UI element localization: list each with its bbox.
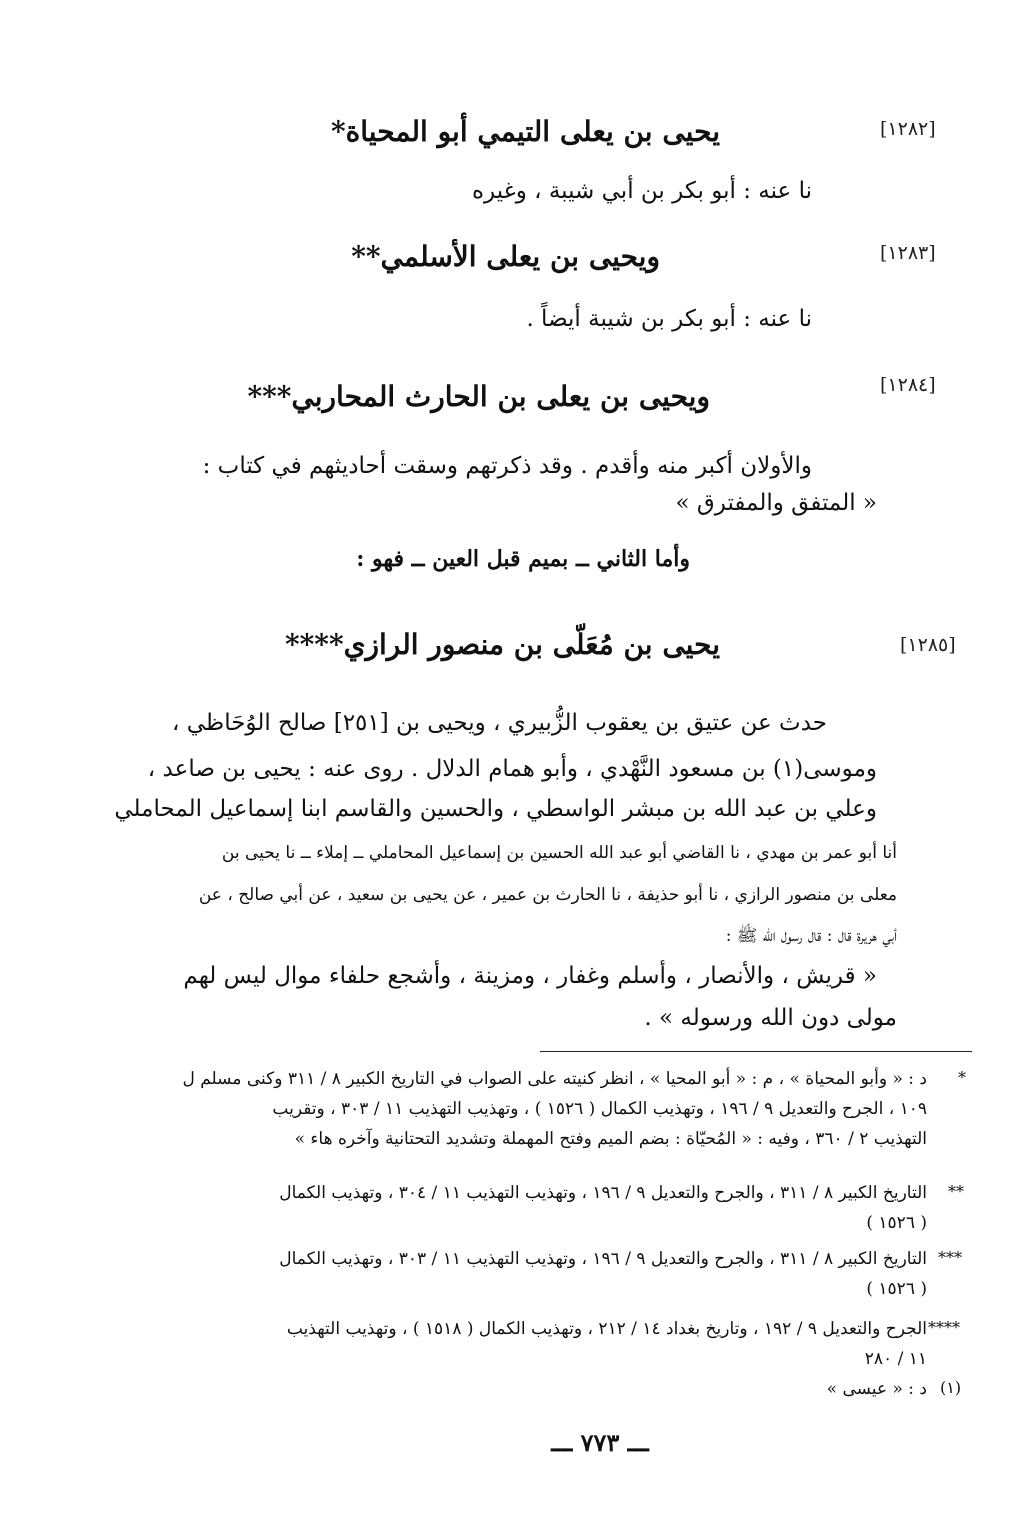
entry-number: [١٢٨٤] bbox=[880, 374, 936, 396]
entry-text: حدث عن عتيق بن يعقوب الزُّبيري ، ويحيى بن [٢٥١] صالح الوُحَاظي ، bbox=[172, 710, 827, 736]
entry-text: والأولان أكبر منه وأقدم . وقد ذكرتهم وسقت أحاديثهم في كتاب : bbox=[202, 453, 812, 479]
footnote-line: ١٠٩ ، الجرح والتعديل ٩ / ١٩٦ ، وتهذيب الكمال ( ١٥٢٦ ) ، وتهذيب التهذيب ١١ / ٣٠٣ ، وتقريب bbox=[272, 1099, 927, 1119]
entry-title: يحيى بن يعلى التيمي أبو المحياة* bbox=[330, 115, 720, 148]
footnote-divider bbox=[540, 1051, 972, 1052]
entry-title: يحيى بن مُعَلّى بن منصور الرازي**** bbox=[285, 628, 720, 661]
entry-text: وموسى(١) بن مسعود النَّهْدي ، وأبو همام الدلال . روى عنه : يحيى بن صاعد ، bbox=[147, 756, 877, 782]
page-number: ـــ ٧٧٣ ـــ bbox=[551, 1428, 649, 1457]
isnad-line: أنا أبو عمر بن مهدي ، نا القاضي أبو عبد الله الحسين بن إسماعيل المحاملي ــ إملاء ــ نا يحيى بن bbox=[221, 843, 897, 863]
footnote-line: ( ١٥٢٦ ) bbox=[866, 1213, 927, 1233]
footnote-line: التاريخ الكبير ٨ / ٣١١ ، والجرح والتعديل ٩ / ١٩٦ ، وتهذيب التهذيب ١١ / ٣٠٤ ، وتهذيب الكمال bbox=[279, 1183, 927, 1203]
entry-text: وعلي بن عبد الله بن مبشر الواسطي ، والحسين والقاسم ابنا إسماعيل المحاملي bbox=[114, 796, 877, 822]
entry-title: ويحيى بن يعلى بن الحارث المحاربي*** bbox=[247, 380, 710, 413]
hadith-text: مولى دون الله ورسوله » . bbox=[644, 1005, 897, 1031]
transition-line: وأما الثاني ــ بميم قبل العين ــ فهو : bbox=[356, 546, 690, 572]
footnote-mark: (١) bbox=[940, 1378, 962, 1397]
entry-number: [١٢٨٢] bbox=[880, 118, 936, 140]
hadith-text: « قريش ، والأنصار ، وأسلم وغفار ، ومزينة ، وأشجع حلفاء موال ليس لهم bbox=[183, 963, 877, 989]
footnote-mark: * bbox=[958, 1068, 966, 1087]
footnote-line: التهذيب ٢ / ٣٦٠ ، وفيه : « المُحيّاة : بضم الميم وفتح المهملة وتشديد التحتانية وآخره هاء » bbox=[294, 1129, 927, 1149]
entry-number: [١٢٨٣] bbox=[880, 242, 936, 264]
footnote-line: ١١ / ٢٨٠ bbox=[864, 1349, 927, 1369]
footnote-mark: **** bbox=[928, 1318, 960, 1337]
footnote-mark: *** bbox=[938, 1248, 962, 1267]
entry-text: نا عنه : أبو بكر بن أبي شيبة ، وغيره bbox=[471, 178, 812, 204]
footnote-line: التاريخ الكبير ٨ / ٣١١ ، والجرح والتعديل ٩ / ١٩٦ ، وتهذيب التهذيب ١١ / ٣٠٣ ، وتهذيب الكمال bbox=[279, 1249, 927, 1269]
footnote-line: د : « عيسى » bbox=[826, 1379, 927, 1399]
entry-number: [١٢٨٥] bbox=[900, 634, 956, 656]
footnote-line: د : « وأبو المحياة » ، م : « أبو المحيا » ، انظر كنيته على الصواب في التاريخ الكبير ٨ / ٣١١ وكنى مسلم ل bbox=[182, 1069, 927, 1089]
entry-text: « المتفق والمفترق » bbox=[675, 490, 877, 516]
isnad-line: أبي هريرة قال : قال رسول الله ﷺ : bbox=[725, 926, 897, 946]
isnad-line: معلى بن منصور الرازي ، نا أبو حذيفة ، نا الحارث بن عمير ، عن يحيى بن سعيد ، عن أبي صالح ، عن bbox=[198, 885, 897, 905]
entry-title: ويحيى بن يعلى الأسلمي** bbox=[351, 240, 660, 273]
footnote-line: الجرح والتعديل ٩ / ١٩٢ ، وتاريخ بغداد ١٤ / ٢١٢ ، وتهذيب الكمال ( ١٥١٨ ) ، وتهذيب التهذيب bbox=[286, 1319, 927, 1339]
footnote-line: ( ١٥٢٦ ) bbox=[866, 1279, 927, 1299]
entry-text: نا عنه : أبو بكر بن شيبة أيضاً . bbox=[526, 306, 812, 332]
footnote-mark: ** bbox=[948, 1182, 964, 1201]
